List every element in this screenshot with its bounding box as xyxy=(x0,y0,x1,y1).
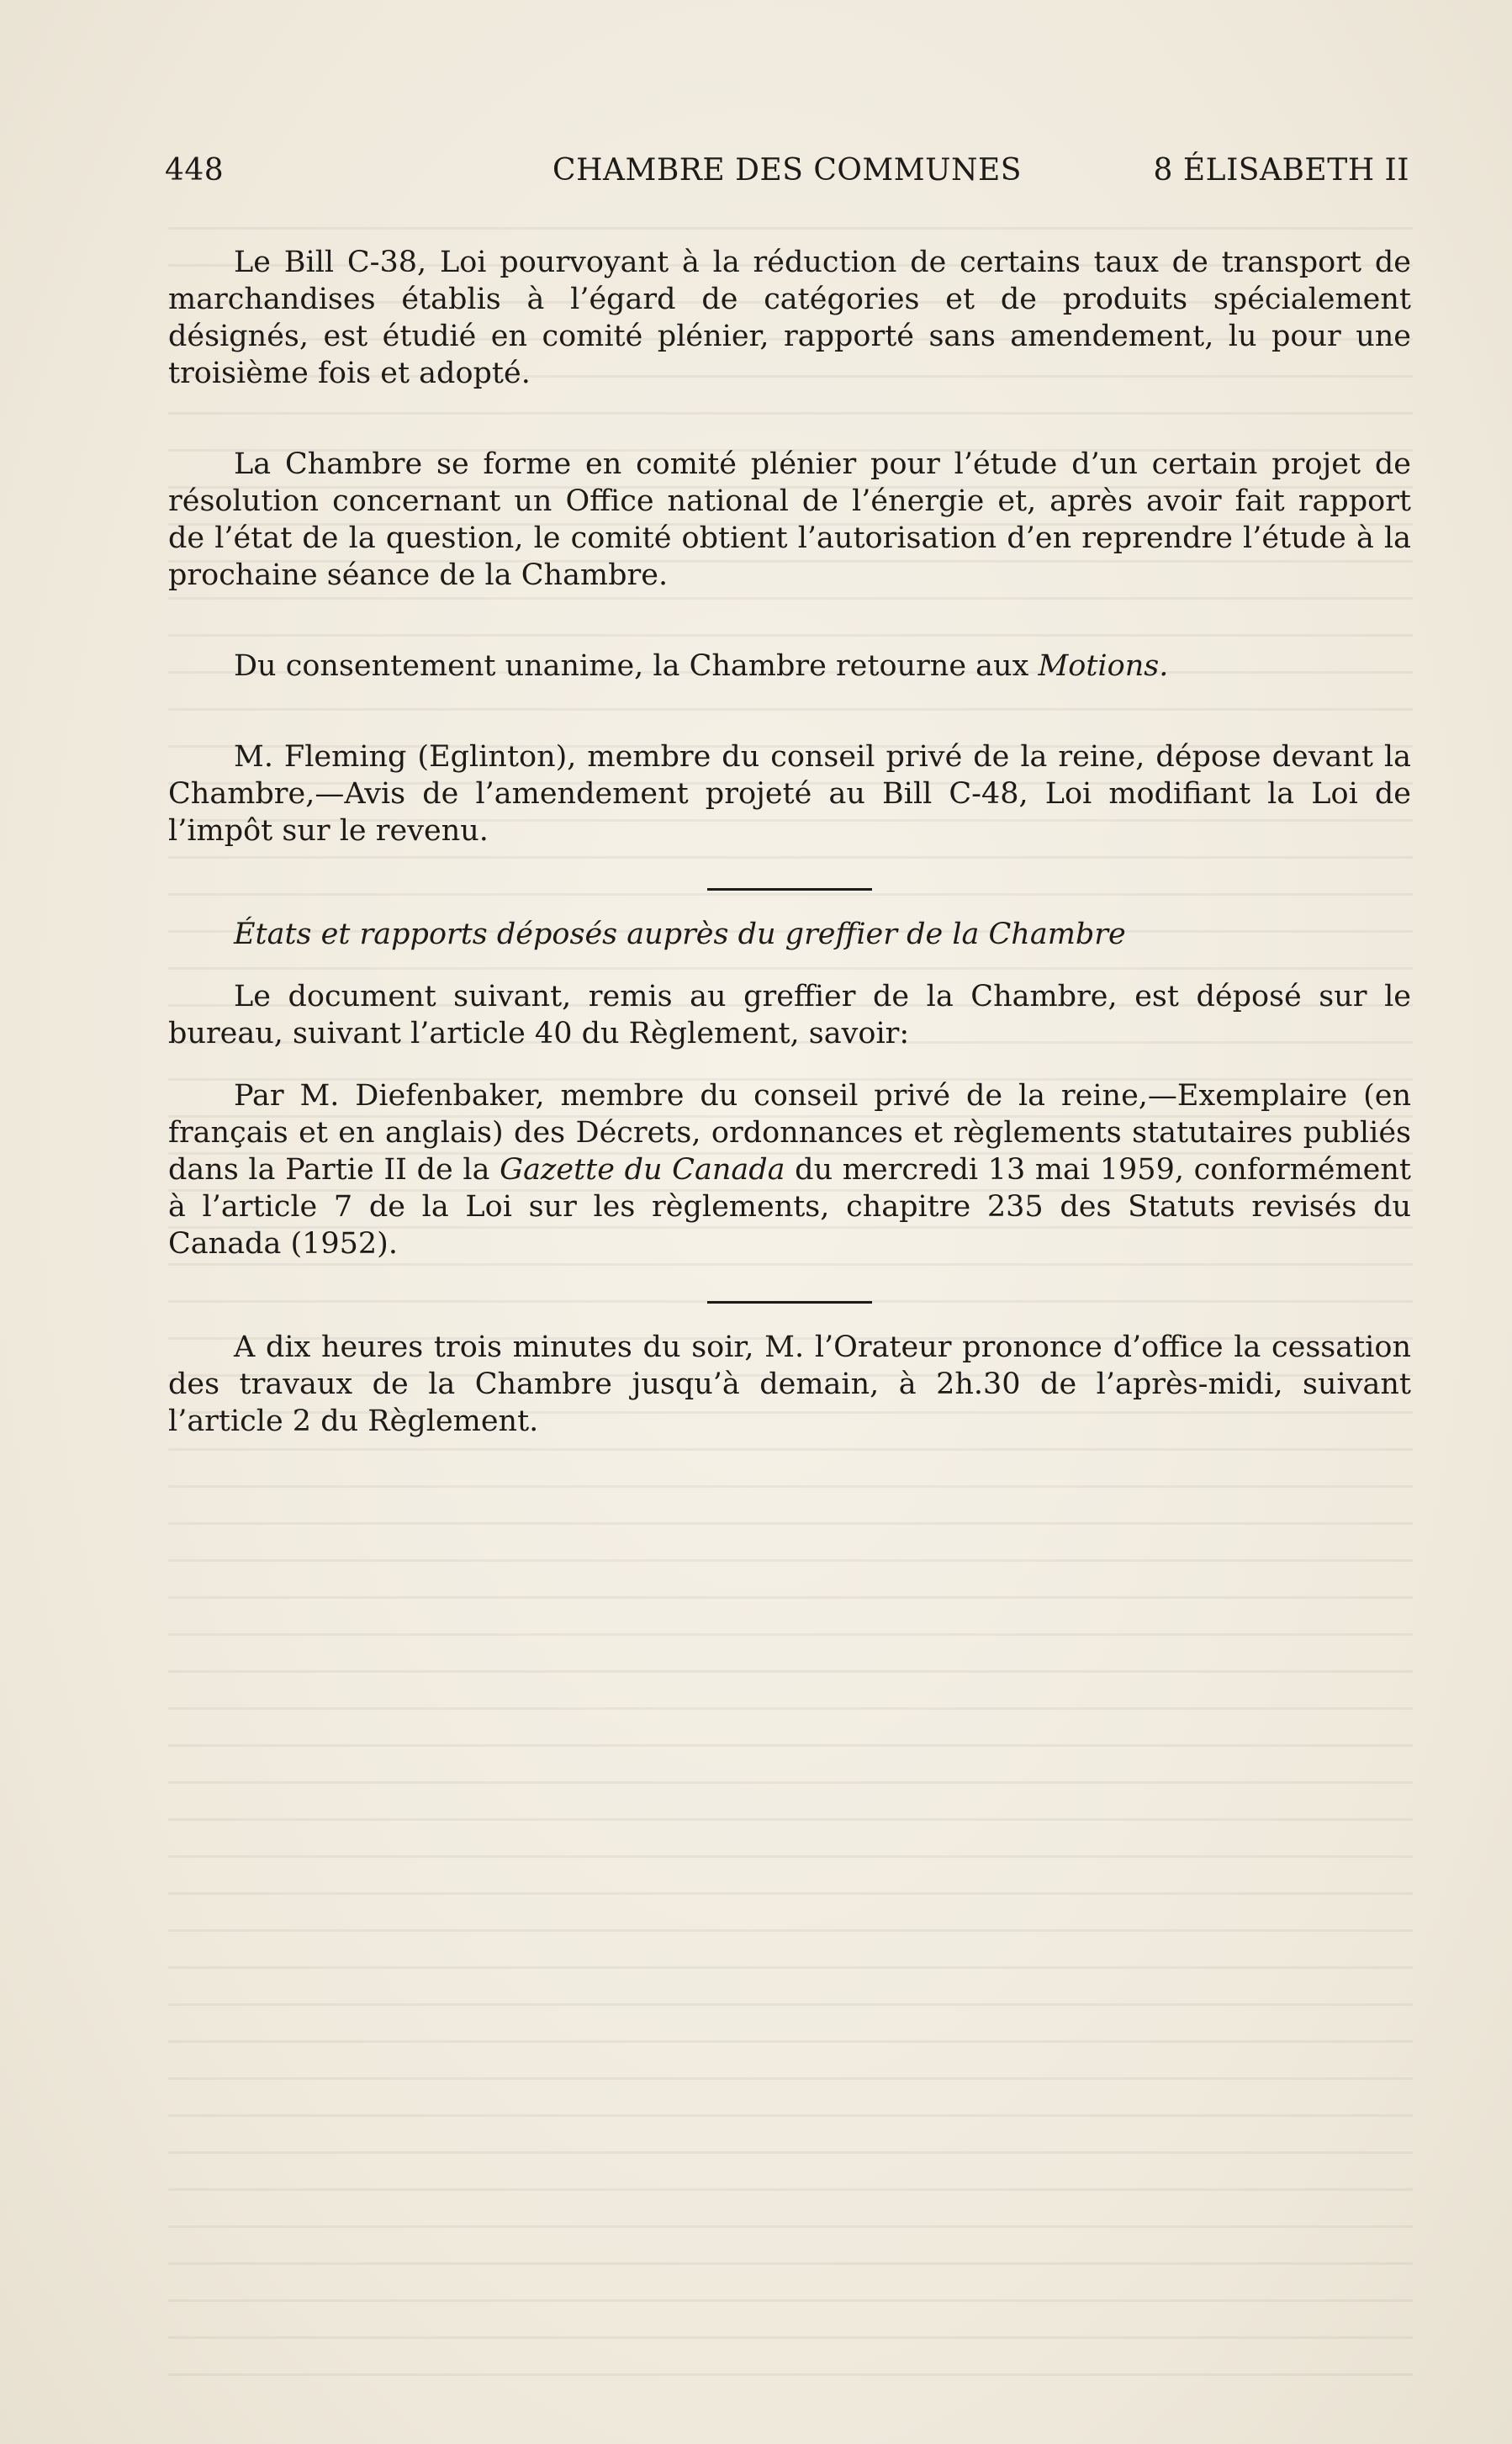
running-header xyxy=(165,153,1409,195)
gazette-italic: Gazette du Canada xyxy=(500,1153,785,1187)
paragraph-bill-c38: Le Bill C-38, Loi pourvoyant à la réduction de certains taux de transport de marchandises établis à l’égard de catégories et de produits spécialement désignés, est étudié en comité plénier, rapporté sans amendement, lu pour une troisième fois et adopté. xyxy=(168,246,1411,390)
regnal-year: 8 ÉLISABETH II xyxy=(1153,153,1409,188)
motions-text: Du consentement unanime, la Chambre retourne aux xyxy=(234,649,1039,683)
paragraph-diefenbaker-return xyxy=(168,1077,1411,1262)
diefenbaker-text-b: du mercredi 13 mai 1959, conformément à l’article 7 de la Loi sur les règlements, chapitre 235 des Statuts revisés du Canada (1952). xyxy=(168,1153,1411,1261)
page-number: 448 xyxy=(165,153,225,188)
section-title: États et rapports déposés auprès du greffier de la Chambre xyxy=(234,918,1126,951)
page-body xyxy=(168,244,1411,1440)
paragraph-adjournment: A dix heures trois minutes du soir, M. l’Orateur prononce d’office la cessation des travaux de la Chambre jusqu’à demain, à 2h.30 de l’après-midi, suivant l’article 2 du Règlement. xyxy=(168,1330,1411,1438)
diefenbaker-text-a: Par M. Diefenbaker, membre du conseil privé de la reine,—Exemplaire (en français et en anglais) des Décrets, ordonnances et règlements statutaires publiés dans la Partie II de la xyxy=(168,1079,1411,1187)
paragraph-committee-resolution: La Chambre se forme en comité plénier pour l’étude d’un certain projet de résolution concernant un Office national de l’énergie et, après avoir fait rapport de l’état de la question, le comité obtient l’autorisation d’en reprendre l’étude à la prochaine séance de la Chambre. xyxy=(168,447,1411,592)
paragraph-motions xyxy=(168,648,1411,685)
motions-italic: Motions. xyxy=(1038,649,1169,683)
running-title: CHAMBRE DES COMMUNES xyxy=(552,153,1022,188)
paragraph-document-tabled: Le document suivant, remis au greffier de la Chambre, est déposé sur le bureau, suivant l’article 40 du Règlement, savoir: xyxy=(168,980,1411,1050)
paragraph-fleming-notice: M. Fleming (Eglinton), membre du conseil privé de la reine, dépose devant la Chambre,—Avis de l’amendement projeté au Bill C-48, Loi modifiant la Loi de l’impôt sur le revenu. xyxy=(168,740,1411,848)
